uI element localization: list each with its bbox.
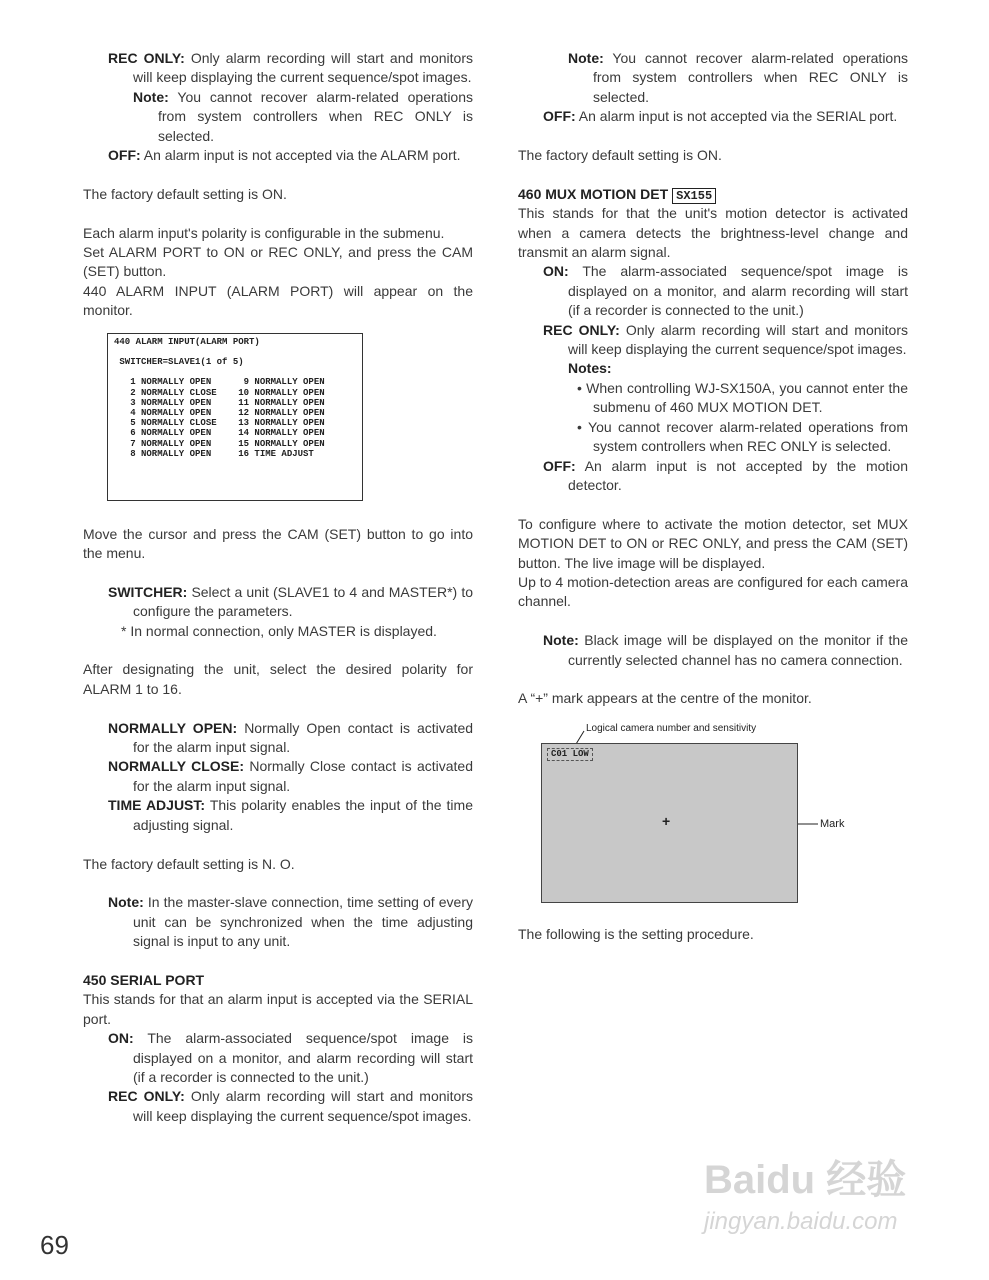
areas-text: Up to 4 motion-detection areas are configured for each camera channel. bbox=[518, 573, 908, 610]
osd-row: 4 NORMALLY OPEN 12 NORMALLY OPEN bbox=[114, 408, 325, 419]
monitor-figure bbox=[518, 721, 908, 921]
normally-open-item: NORMALLY OPEN: Normally Open contact is activated for the alarm input signal. bbox=[108, 719, 474, 756]
switcher-footnote: * In normal connection, only MASTER is displayed. bbox=[121, 622, 437, 639]
note-bullet: • You cannot recover alarm-related operations from system controllers when REC ONLY is selected. bbox=[577, 418, 908, 455]
osd-row: 2 NORMALLY CLOSE 10 NORMALLY OPEN bbox=[114, 387, 325, 398]
monitor-screen bbox=[541, 743, 798, 903]
serial-rec-only-item: REC ONLY: Only alarm recording will start and monitors will keep displaying the current sequence/spot images. bbox=[108, 1088, 473, 1124]
page-number: 69 bbox=[40, 1230, 69, 1260]
osd-row: 8 NORMALLY OPEN 16 TIME ADJUST bbox=[114, 448, 314, 459]
watermark-brand: Baidu 经验 bbox=[704, 1158, 907, 1202]
master-slave-note: Note: In the master-slave connection, time setting of every unit can be synchronized when the time adjusting signal is input to any unit. bbox=[108, 894, 473, 950]
normally-close-item: NORMALLY CLOSE: Normally Close contact is activated for the alarm input signal. bbox=[108, 758, 473, 794]
serial-off-item: OFF: An alarm input is not accepted via the SERIAL port. bbox=[543, 108, 898, 125]
mark-text: A “+” mark appears at the centre of the monitor. bbox=[518, 690, 812, 707]
osd-row: 6 NORMALLY OPEN 14 NORMALLY OPEN bbox=[114, 428, 325, 439]
osd-row: 5 NORMALLY CLOSE 13 NORMALLY OPEN bbox=[114, 418, 325, 429]
mark-label: Mark bbox=[820, 817, 845, 830]
osd-row: 1 NORMALLY OPEN 9 NORMALLY OPEN bbox=[114, 377, 325, 388]
motion-on-item: ON: The alarm-associated sequence/spot image is displayed on a monitor, and alarm recording will start (if a recorder is connected to the unit.) bbox=[543, 263, 908, 319]
plus-mark: + bbox=[662, 812, 671, 829]
notes-heading: Notes: bbox=[568, 360, 612, 377]
motion-rec-only-item: REC ONLY: Only alarm recording will start and monitors will keep displaying the current sequence/spot images. bbox=[543, 321, 908, 358]
model-tag: SX155 bbox=[672, 188, 716, 204]
alarm-input-osd-screen bbox=[107, 333, 363, 501]
set-alarm-port-text: Set ALARM PORT to ON or REC ONLY, and press the CAM (SET) button. bbox=[83, 244, 473, 280]
osd-row: 3 NORMALLY OPEN 11 NORMALLY OPEN bbox=[114, 397, 325, 408]
after-designating-text: After designating the unit, select the desired polarity for ALARM 1 to 16. bbox=[83, 661, 473, 697]
motion-off-item: OFF: An alarm input is not accepted by the motion detector. bbox=[543, 457, 908, 493]
osd-title: 440 ALARM INPUT(ALARM PORT) bbox=[114, 336, 260, 347]
alarm-input-text: 440 ALARM INPUT (ALARM PORT) will appear on the monitor. bbox=[83, 282, 473, 319]
off-item: OFF: An alarm input is not accepted via the ALARM port. bbox=[108, 147, 461, 164]
factory-default-text: The factory default setting is ON. bbox=[83, 185, 287, 202]
move-cursor-text: Move the cursor and press the CAM (SET) button to go into the menu. bbox=[83, 525, 473, 562]
osd-switcher: SWITCHER=SLAVE1(1 of 5) bbox=[114, 357, 244, 368]
serial-on-item: ON: The alarm-associated sequence/spot image is displayed on a monitor, and alarm recording will start (if a recorder is connected to the unit.) bbox=[108, 1030, 473, 1085]
configure-text: To configure where to activate the motion detector, set MUX MOTION DET to ON or REC ONLY, and press the CAM (SET) button. The live image will be displayed. bbox=[518, 515, 908, 571]
serial-port-desc: This stands for that an alarm input is accepted via the SERIAL port. bbox=[83, 991, 473, 1027]
baidu-watermark bbox=[700, 1138, 940, 1250]
polarity-text: Each alarm input's polarity is configurable in the submenu. bbox=[83, 224, 445, 241]
right-column bbox=[518, 49, 908, 944]
rec-only-item: REC ONLY: Only alarm recording will start and monitors will keep displaying the current sequence/spot images. bbox=[108, 50, 473, 86]
serial-port-heading: 450 SERIAL PORT bbox=[83, 971, 205, 988]
osd-row: 7 NORMALLY OPEN 15 NORMALLY OPEN bbox=[114, 438, 325, 449]
note-bullet: • When controlling WJ-SX150A, you cannot enter the submenu of 460 MUX MOTION DET. bbox=[577, 379, 909, 416]
switcher-item: SWITCHER: Select a unit (SLAVE1 to 4 and MASTER*) to configure the parameters. bbox=[108, 583, 473, 620]
camera-label: C01 LOW bbox=[547, 748, 593, 761]
left-column bbox=[83, 49, 473, 1126]
mux-motion-desc: This stands for that the unit's motion detector is activated when a camera detects the brightness-level change and transmit an alarm signal. bbox=[518, 205, 908, 261]
serial-rec-only-note: Note: You cannot recover alarm-related operations from system controllers when REC ONLY is selected. bbox=[568, 50, 908, 105]
factory-default-no-text: The factory default setting is N. O. bbox=[83, 855, 295, 872]
watermark-site: jingyan.baidu.com bbox=[704, 1208, 898, 1235]
mux-motion-heading: 460 MUX MOTION DET SX155 bbox=[518, 185, 908, 204]
serial-factory-default-text: The factory default setting is ON. bbox=[518, 147, 722, 164]
following-text: The following is the setting procedure. bbox=[518, 925, 754, 942]
figure-caption: Logical camera number and sensitivity bbox=[586, 722, 757, 734]
black-image-note: Note: Black image will be displayed on the monitor if the currently selected channel has no camera connection. bbox=[543, 632, 908, 668]
rec-only-note: Note: You cannot recover alarm-related operations from system controllers when REC ONLY is selected. bbox=[133, 88, 473, 144]
time-adjust-item: TIME ADJUST: This polarity enables the input of the time adjusting signal. bbox=[108, 797, 473, 833]
